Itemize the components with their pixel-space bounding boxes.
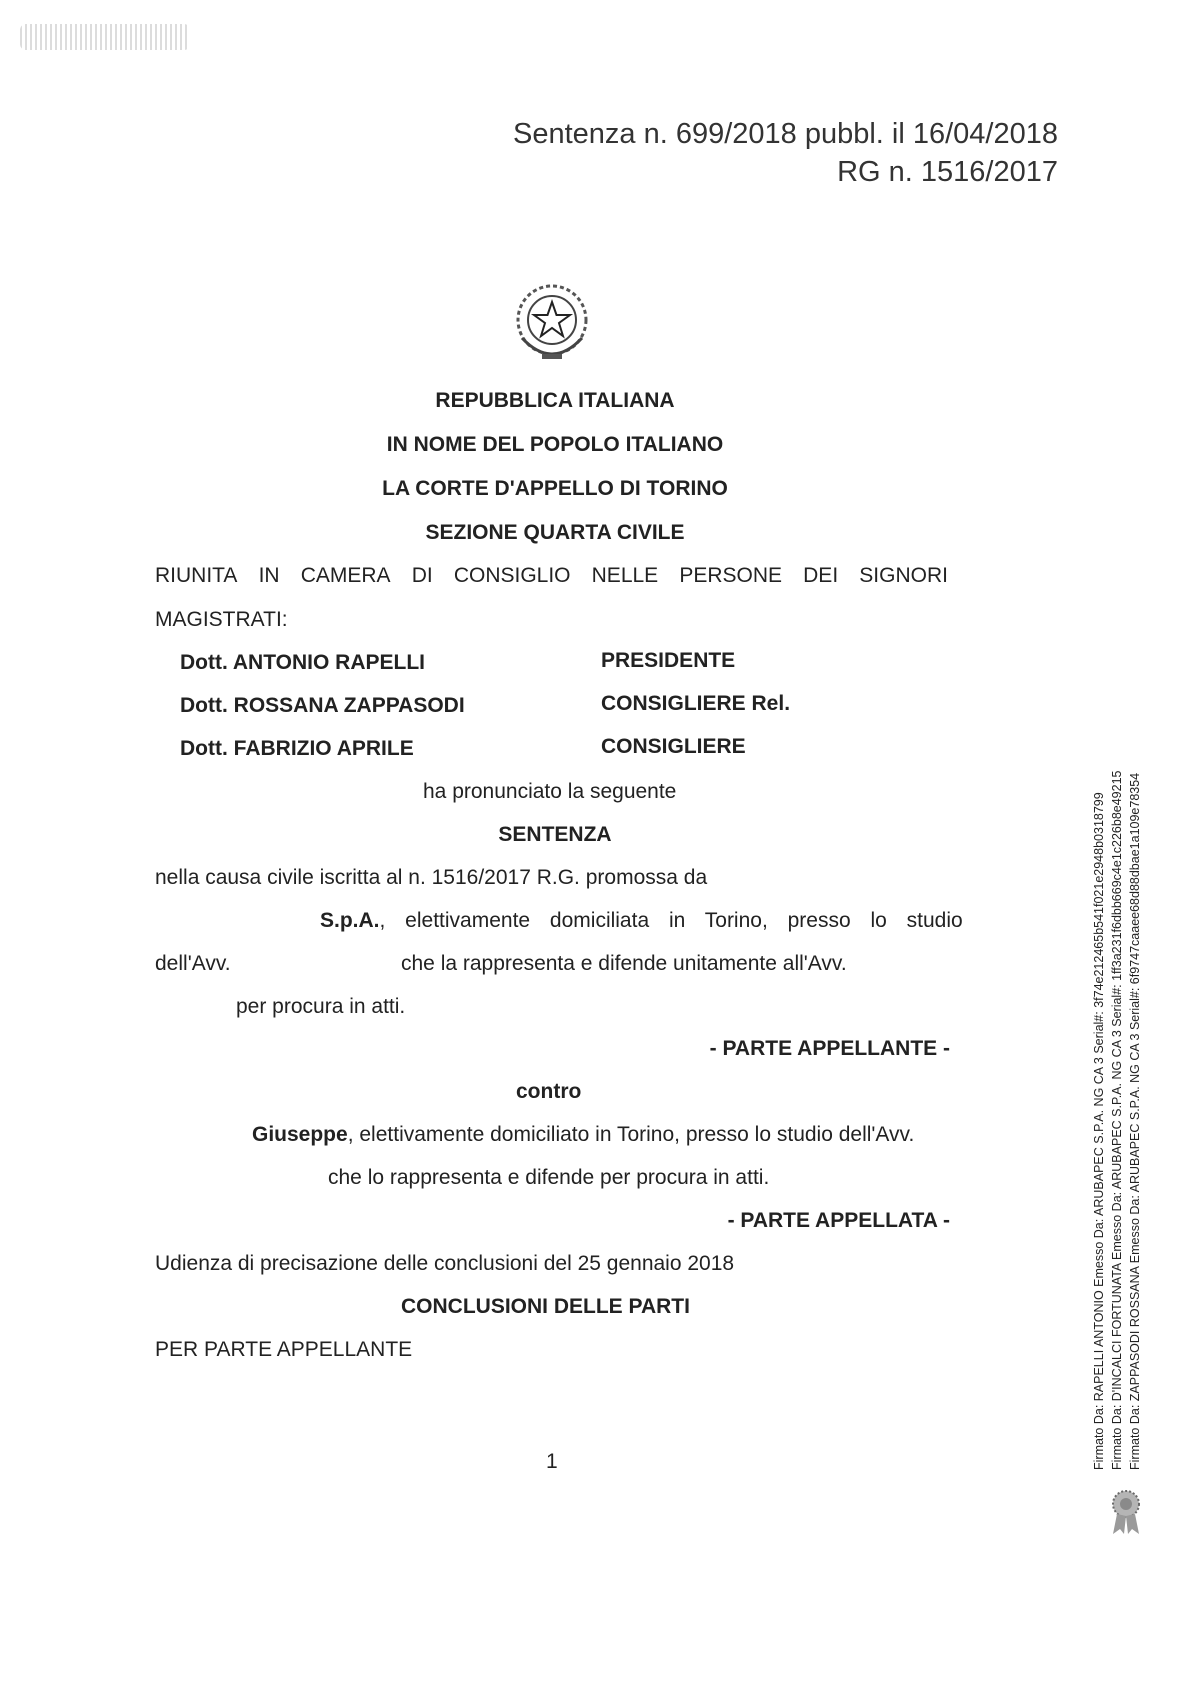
signature-line: Firmato Da: RAPELLI ANTONIO Emesso Da: ARUBAPEC S.P.A. NG CA 3 Serial#: 3f74e212465b541f021e2948b0318799 (1092, 792, 1106, 1470)
sentenza-heading: SENTENZA (498, 823, 612, 846)
judge-name: Dott. ROSSANA ZAPPASODI (180, 694, 465, 717)
assembly-word: NELLE (591, 564, 659, 587)
magistrates-label: MAGISTRATI: (155, 608, 288, 631)
judge-name: Dott. ANTONIO RAPELLI (180, 651, 425, 674)
judge-role: CONSIGLIERE Rel. (601, 692, 791, 715)
section-heading: SEZIONE QUARTA CIVILE (425, 521, 685, 544)
people-heading: IN NOME DEL POPOLO ITALIANO (386, 433, 724, 456)
pronounced-line: ha pronunciato la seguente (423, 780, 677, 803)
assembly-word: CONSIGLIO (453, 564, 571, 587)
appellant-representation: che la rappresenta e difende unitamente all'Avv. (401, 952, 847, 975)
appellant-proxy: per procura in atti. (236, 995, 406, 1018)
page-number: 1 (546, 1450, 558, 1473)
appellee-name: Giuseppe (252, 1123, 348, 1146)
italian-republic-emblem-icon (512, 280, 592, 364)
signature-line: Firmato Da: D'INCALCI FORTUNATA Emesso Da: ARUBAPEC S.P.A. NG CA 3 Serial#: 1ff3a231f6dbb669c4e1c226b8e49215 (1110, 770, 1124, 1470)
republic-heading: REPUBBLICA ITALIANA (435, 389, 675, 412)
hearing-line: Udienza di precisazione delle conclusioni del 25 gennaio 2018 (155, 1252, 735, 1275)
case-intro: nella causa civile iscritta al n. 1516/2017 R.G. promossa da (155, 866, 708, 889)
assembly-word: RIUNITA (155, 564, 238, 587)
court-heading: LA CORTE D'APPELLO DI TORINO (382, 477, 728, 500)
judge-role: CONSIGLIERE (601, 735, 746, 758)
assembly-word: DEI (803, 564, 839, 587)
appellant-domicile: , elettivamente domiciliata in Torino, presso lo studio (379, 909, 963, 932)
assembly-word: PERSONE (679, 564, 783, 587)
assembly-line (155, 564, 948, 588)
appellant-name: S.p.A. (320, 909, 380, 932)
conclusions-heading: CONCLUSIONI DELLE PARTI (401, 1295, 690, 1318)
appellant-label: - PARTE APPELLANTE - (709, 1037, 950, 1060)
signature-seal-icon (1108, 1488, 1144, 1536)
appellant-lawyer-label: dell'Avv. (155, 952, 231, 975)
signature-line: Firmato Da: ZAPPASODI ROSSANA Emesso Da: ARUBAPEC S.P.A. NG CA 3 Serial#: 6f9747caaee68d88dbae1a109e78354 (1128, 772, 1142, 1470)
appellant-line (320, 909, 963, 933)
appellee-line (252, 1123, 914, 1147)
judge-role: PRESIDENTE (601, 649, 736, 672)
contro-label: contro (516, 1080, 582, 1103)
rg-reference: RG n. 1516/2017 (837, 156, 1058, 188)
scan-scribble (20, 24, 190, 50)
assembly-word: IN (258, 564, 280, 587)
sentence-reference: Sentenza n. 699/2018 pubbl. il 16/04/2018 (512, 118, 1058, 150)
per-parte-label: PER PARTE APPELLANTE (155, 1338, 413, 1361)
appellee-domicile: , elettivamente domiciliato in Torino, presso lo studio dell'Avv. (347, 1123, 915, 1146)
appellee-label: - PARTE APPELLATA - (727, 1209, 950, 1232)
assembly-word: SIGNORI (859, 564, 948, 587)
assembly-word: CAMERA (300, 564, 391, 587)
assembly-word: DI (411, 564, 433, 587)
appellee-representation: che lo rappresenta e difende per procura in atti. (328, 1166, 770, 1189)
judge-name: Dott. FABRIZIO APRILE (180, 737, 414, 760)
